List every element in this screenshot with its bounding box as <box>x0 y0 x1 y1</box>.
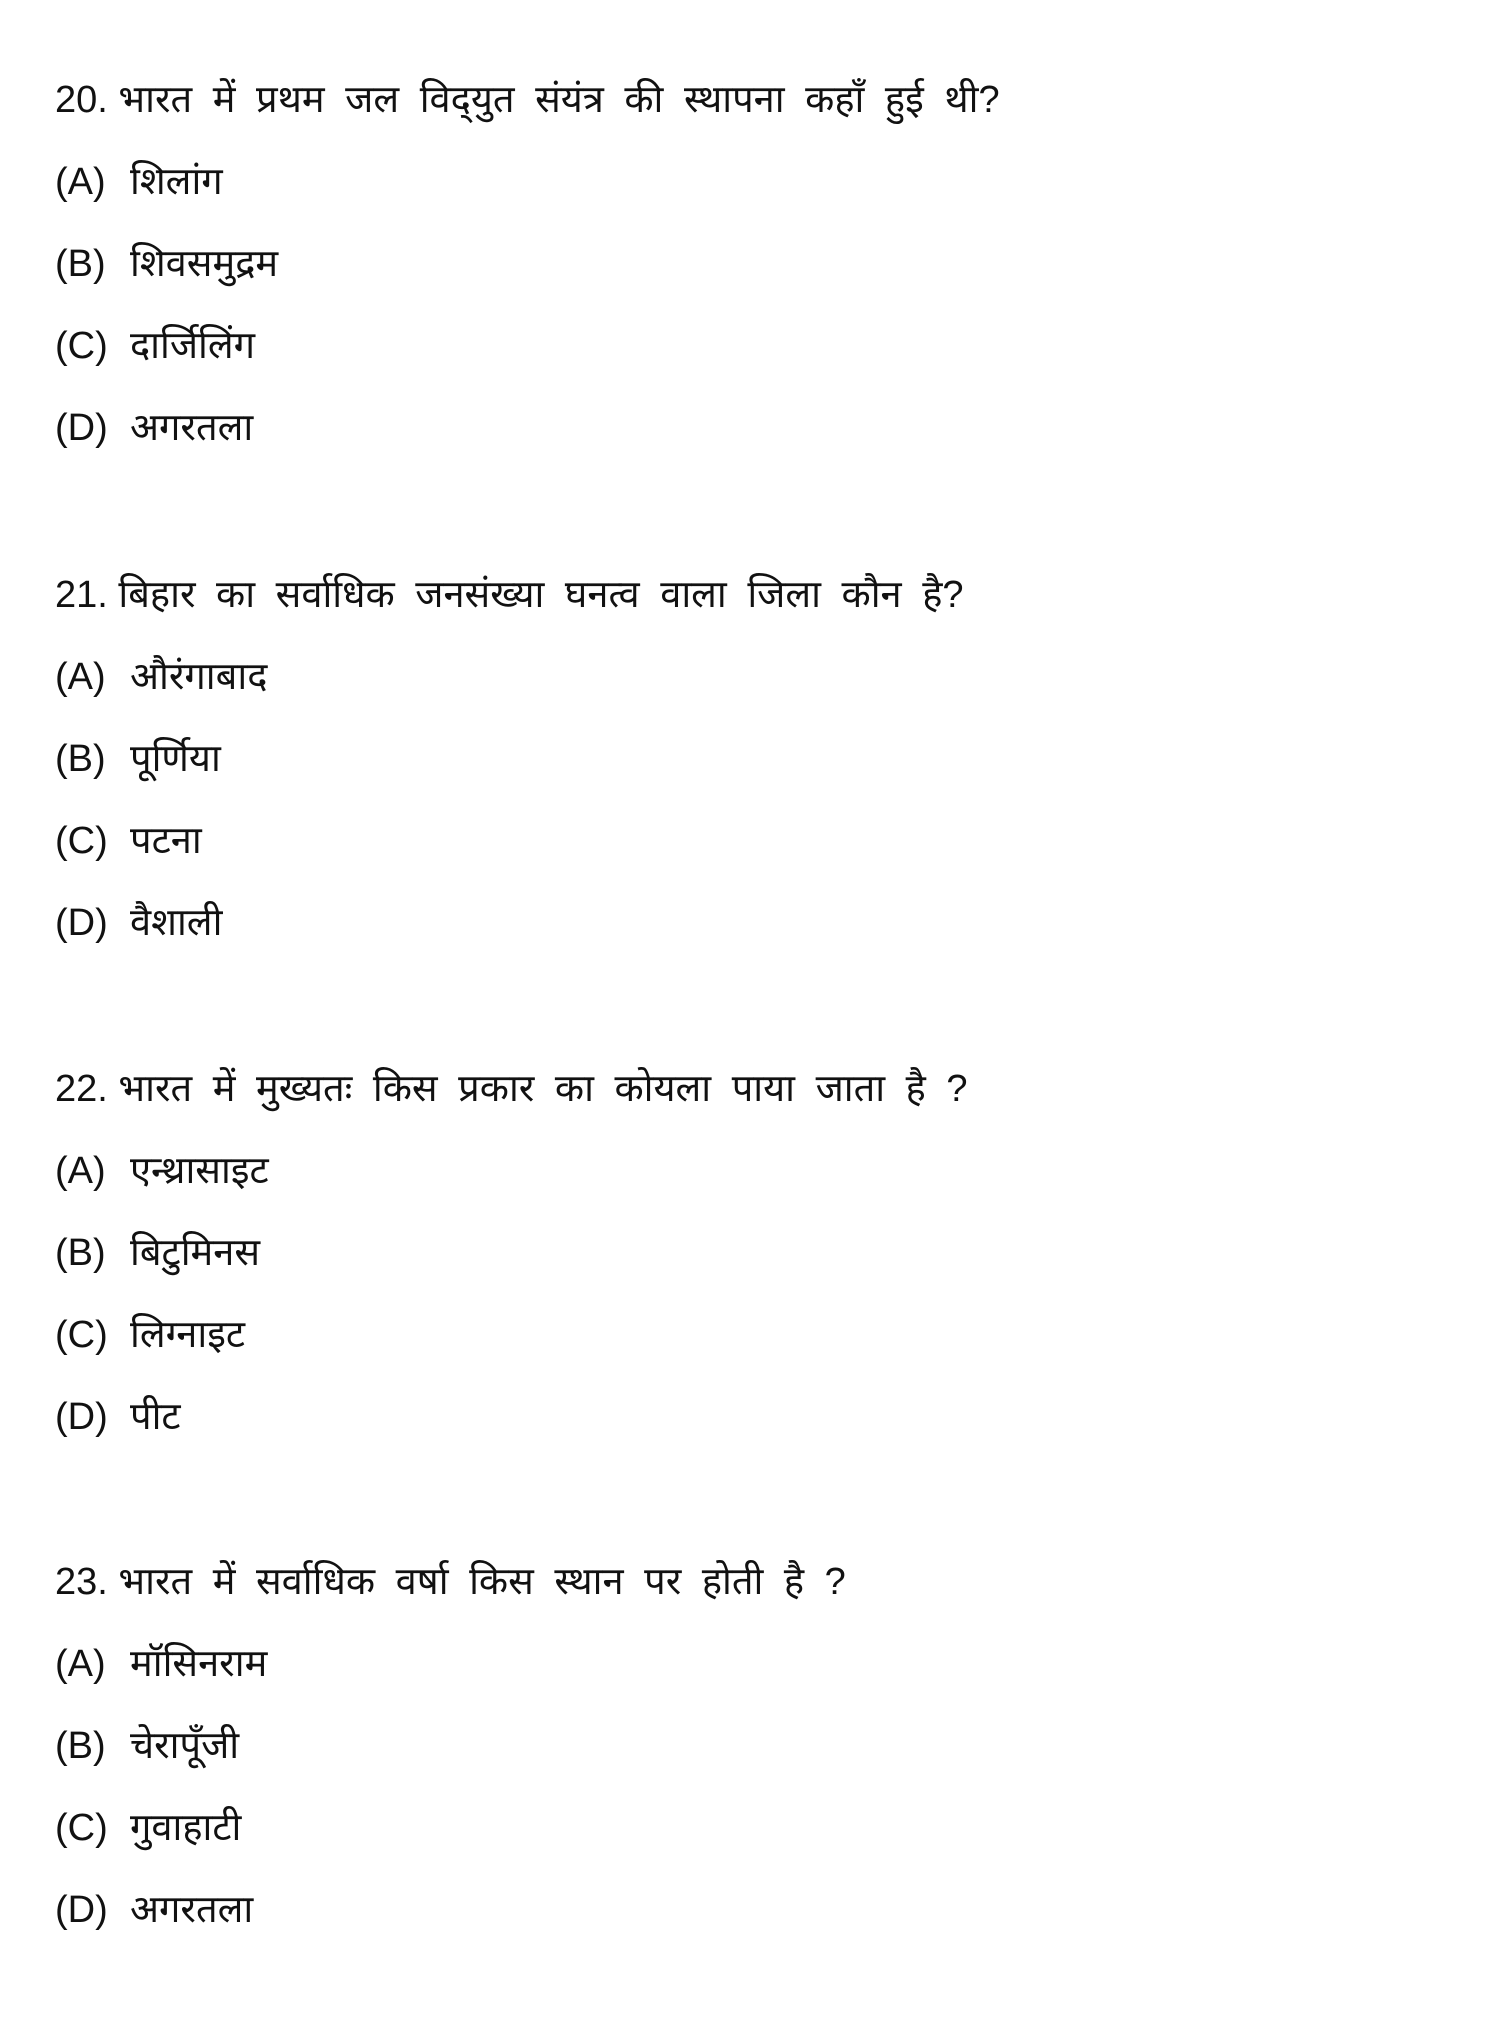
question-number: 23. <box>55 1561 108 1603</box>
option-item <box>55 898 964 980</box>
question-block <box>55 1064 968 1474</box>
option-label: (B) <box>55 738 106 780</box>
option-label: (D) <box>55 902 108 944</box>
question-text: भारत में मुख्यतः किस प्रकार का कोयला पाया जाता है ? <box>118 1068 968 1110</box>
option-text: अगरतला <box>130 1889 254 1931</box>
option-item <box>55 1639 846 1721</box>
option-item <box>55 403 1000 485</box>
question-number: 22. <box>55 1068 108 1110</box>
option-text: वैशाली <box>130 902 223 944</box>
option-text: चेरापूँजी <box>130 1725 240 1767</box>
question-line <box>55 1557 846 1639</box>
option-item <box>55 1310 968 1392</box>
question-number: 20. <box>55 79 108 121</box>
option-text: शिवसमुद्रम <box>130 243 279 285</box>
option-label: (C) <box>55 1314 108 1356</box>
option-item <box>55 1721 846 1803</box>
option-text: पीट <box>130 1396 181 1438</box>
question-line <box>55 75 1000 157</box>
option-text: गुवाहाटी <box>130 1807 242 1849</box>
question-text: भारत में सर्वाधिक वर्षा किस स्थान पर होती है ? <box>118 1561 846 1603</box>
option-text: पटना <box>130 820 202 862</box>
option-item <box>55 816 964 898</box>
option-text: पूर्णिया <box>130 738 221 780</box>
option-label: (B) <box>55 1725 106 1767</box>
option-label: (D) <box>55 1889 108 1931</box>
option-label: (A) <box>55 161 106 203</box>
option-item <box>55 157 1000 239</box>
option-item <box>55 321 1000 403</box>
question-block <box>55 570 964 980</box>
option-label: (B) <box>55 1232 106 1274</box>
option-label: (A) <box>55 1643 106 1685</box>
option-item <box>55 1146 968 1228</box>
question-block <box>55 1557 846 1967</box>
option-label: (C) <box>55 325 108 367</box>
option-label: (C) <box>55 820 108 862</box>
option-item <box>55 1392 968 1474</box>
option-text: दार्जिलिंग <box>130 325 256 367</box>
question-line <box>55 570 964 652</box>
question-line <box>55 1064 968 1146</box>
option-text: लिग्नाइट <box>130 1314 246 1356</box>
option-text: एन्थ्रासाइट <box>130 1150 269 1192</box>
question-number: 21. <box>55 574 108 616</box>
option-label: (A) <box>55 656 106 698</box>
question-text: भारत में प्रथम जल विद्‌युत संयंत्र की स्थापना कहाँ हुई थी? <box>118 79 1000 121</box>
option-text: शिलांग <box>130 161 223 203</box>
option-text: बिटुमिनस <box>130 1232 261 1274</box>
option-item <box>55 239 1000 321</box>
option-item <box>55 734 964 816</box>
question-text: बिहार का सर्वाधिक जनसंख्या घनत्व वाला जिला कौन है? <box>118 574 964 616</box>
option-item <box>55 1228 968 1310</box>
option-item <box>55 1885 846 1967</box>
option-text: औरंगाबाद <box>130 656 268 698</box>
option-label: (B) <box>55 243 106 285</box>
option-label: (D) <box>55 1396 108 1438</box>
option-item <box>55 1803 846 1885</box>
option-item <box>55 652 964 734</box>
question-block <box>55 75 1000 485</box>
option-text: मॉसिनराम <box>130 1643 268 1685</box>
option-label: (C) <box>55 1807 108 1849</box>
option-text: अगरतला <box>130 407 254 449</box>
option-label: (D) <box>55 407 108 449</box>
option-label: (A) <box>55 1150 106 1192</box>
